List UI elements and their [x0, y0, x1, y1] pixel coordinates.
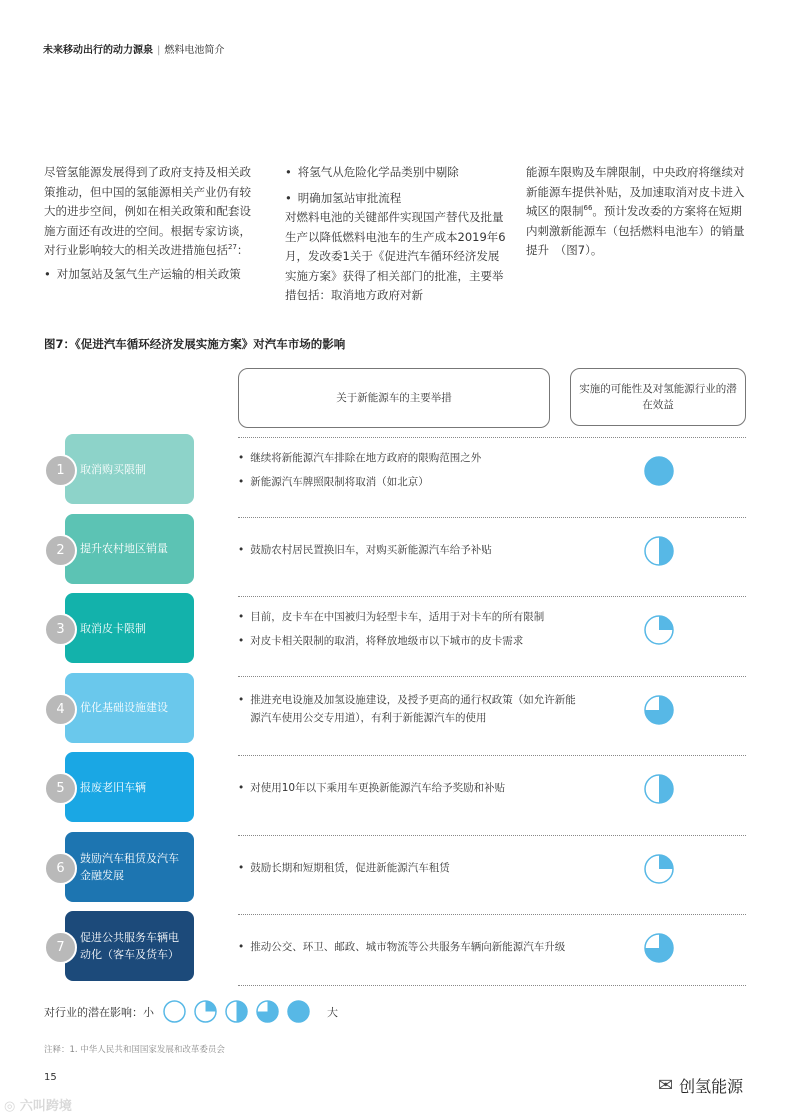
measure-bullets: [238, 938, 583, 962]
measure-row: [0, 593, 790, 665]
impact-pie: [643, 455, 675, 491]
header-title: 未来移动出行的动力源泉: [43, 45, 153, 56]
legend-pie-2-wedge: [237, 1001, 248, 1022]
measure-bullet: • 鼓励农村居民置换旧车，对购买新能源汽车给予补贴: [238, 543, 492, 556]
impact-pie: [643, 535, 675, 571]
measure-number-badge: 4: [44, 693, 77, 726]
running-header: 未来移动出行的动力源泉 | 燃料电池简介: [43, 45, 225, 56]
measure-row: [0, 832, 790, 904]
col2-bullet-1: • 将氢气从危险化学品类别中剔除: [285, 165, 459, 179]
impact-pie-chart: [643, 773, 675, 805]
measure-bullet: • 推进充电设施及加氢设施建设，及授予更高的通行权政策（如允许新能源汽车使用公交专用道），有利于新能源汽车的使用: [238, 693, 576, 724]
figure-title: 图7：《促进汽车循环经济发展实施方案》对汽车市场的影响: [44, 337, 346, 351]
measure-label: 取消购买限制: [80, 462, 146, 476]
text-column-3: [526, 163, 751, 261]
impact-pie-chart-wedge: [659, 775, 673, 803]
measure-number-badge: 1: [44, 454, 77, 487]
header-feasibility: 实施的可能性及对氢能源行业的潜在效益: [570, 368, 746, 426]
measure-label: 鼓励汽车租赁及汽车金融发展: [80, 851, 179, 882]
measure-bullets: [238, 608, 583, 656]
impact-pie-chart: [643, 614, 675, 646]
measure-number-badge: 3: [44, 613, 77, 646]
col2-paragraph: 对燃料电池的关键部件实现国产替代及批量生产以降低燃料电池车的生产成本2019年6月，发改委1关于《促进汽车循环经济发展实施方案》获得了相关部门的批准，主要举措包括：取消地方政府对新: [285, 210, 506, 302]
watermark-right: ✉ 创氢能源: [658, 1075, 744, 1096]
measure-label: 报废老旧车辆: [80, 780, 146, 794]
impact-pie: [643, 853, 675, 889]
text-column-2: [285, 163, 510, 306]
measure-bullet: • 推动公交、环卫、邮政、城市物流等公共服务车辆向新能源汽车升级: [238, 941, 566, 953]
header-main-measures: 关于新能源车的主要举措: [238, 368, 550, 428]
impact-pie-chart: [643, 853, 675, 885]
measure-tile: [65, 434, 194, 504]
impact-pie: [643, 773, 675, 809]
impact-pie-chart: [643, 535, 675, 567]
measure-bullets: [238, 691, 583, 733]
impact-pie-chart: [643, 455, 675, 487]
impact-pie: [643, 932, 675, 968]
measure-number-badge: 5: [44, 772, 77, 805]
measure-tile: [65, 752, 194, 822]
impact-pie-chart: [643, 932, 675, 964]
measure-label: 提升农村地区销量: [80, 542, 168, 555]
legend-label: 对行业的潜在影响：小: [44, 1005, 154, 1019]
impact-pie: [643, 694, 675, 730]
measure-row: [0, 673, 790, 745]
col1-bullet: • 对加氢站及氢气生产运输的相关政策: [44, 266, 241, 281]
measure-tile: [65, 673, 194, 743]
measure-bullet: • 对使用10年以下乘用车更换新能源汽车给予奖励和补贴: [238, 782, 506, 794]
footnote: 注释：1. 中华人民共和国国家发展和改革委员会: [44, 1045, 225, 1055]
impact-legend: [44, 999, 338, 1024]
watermark-left-icon: ◎: [4, 1099, 20, 1114]
col1-paragraph: 尽管氢能源发展得到了政府支持及相关政策推动，但中国的氢能源相关产业仍有较大的进步空间，例如在相关政策和配套设施方面还有改进的空间。根据专家访谈，对行业影响较大的相关改进措施包括$^{27}$：: [44, 165, 251, 257]
legend-pies: [162, 999, 313, 1024]
legend-pie-0: [162, 999, 187, 1024]
measure-label: 优化基础设施建设: [80, 701, 168, 714]
measure-row: [0, 752, 790, 824]
measure-label: 取消皮卡限制: [80, 621, 146, 635]
measure-bullet: • 目前，皮卡车在中国被归为轻型卡车，适用于对卡车的所有限制: [238, 611, 545, 623]
measure-bullet: • 对皮卡相关限制的取消，将释放地级市以下城市的皮卡需求: [238, 635, 524, 647]
col2-bullet-2: • 明确加氢站审批流程: [285, 190, 402, 205]
legend-pie-3: [255, 999, 280, 1024]
impact-pie: [643, 614, 675, 650]
measure-number-badge: 2: [44, 534, 77, 567]
measure-bullet: • 新能源汽车牌照限制将取消（如北京）: [238, 476, 429, 488]
measure-bullets: [238, 859, 583, 883]
measure-tile: [65, 593, 194, 663]
measure-bullets: [238, 541, 583, 565]
impact-pie-chart-wedge: [659, 537, 673, 565]
measure-row: [0, 434, 790, 506]
row-divider: [238, 985, 746, 986]
watermark-left: ◎ 六叫跨境: [4, 1099, 72, 1114]
impact-pie-chart-wedge: [659, 616, 673, 630]
impact-pie-chart: [643, 694, 675, 726]
legend-pie-2: [224, 999, 249, 1024]
measure-row: [0, 911, 790, 983]
legend-end-label: 大: [327, 1005, 338, 1019]
impact-pie-chart-wedge: [659, 855, 673, 869]
measure-bullet: • 继续将新能源汽车排除在地方政府的限购范围之外: [238, 452, 482, 464]
wechat-icon: ✉: [658, 1075, 674, 1096]
measure-tile: [65, 514, 194, 584]
col3-paragraph: 能源车限购及车牌限制，中央政府将继续对新能源车提供补贴，及加速取消对皮卡进入城区的限制$^{66}$。预计发改委的方案将在短期内刺激新能源车（包括燃料电池车）的销量提升 （图7）。: [526, 165, 745, 257]
measure-tile: [65, 911, 194, 981]
text-column-1: [44, 163, 262, 284]
measure-label: 促进公共服务车辆电动化（客车及货车）: [80, 931, 179, 961]
legend-pie-1-wedge: [206, 1001, 217, 1012]
measure-bullet: • 鼓励长期和短期租赁，促进新能源汽车租赁: [238, 861, 450, 874]
measure-number-badge: 6: [44, 852, 77, 885]
measure-number-badge: 7: [44, 931, 77, 964]
measure-bullets: [238, 449, 583, 497]
measure-tile: [65, 832, 194, 902]
measure-bullets: [238, 779, 583, 803]
legend-pie-1: [193, 999, 218, 1024]
legend-pie-4: [286, 999, 311, 1024]
page-number: 15: [44, 1072, 57, 1083]
header-section: 燃料电池简介: [164, 45, 225, 56]
measure-row: [0, 514, 790, 586]
